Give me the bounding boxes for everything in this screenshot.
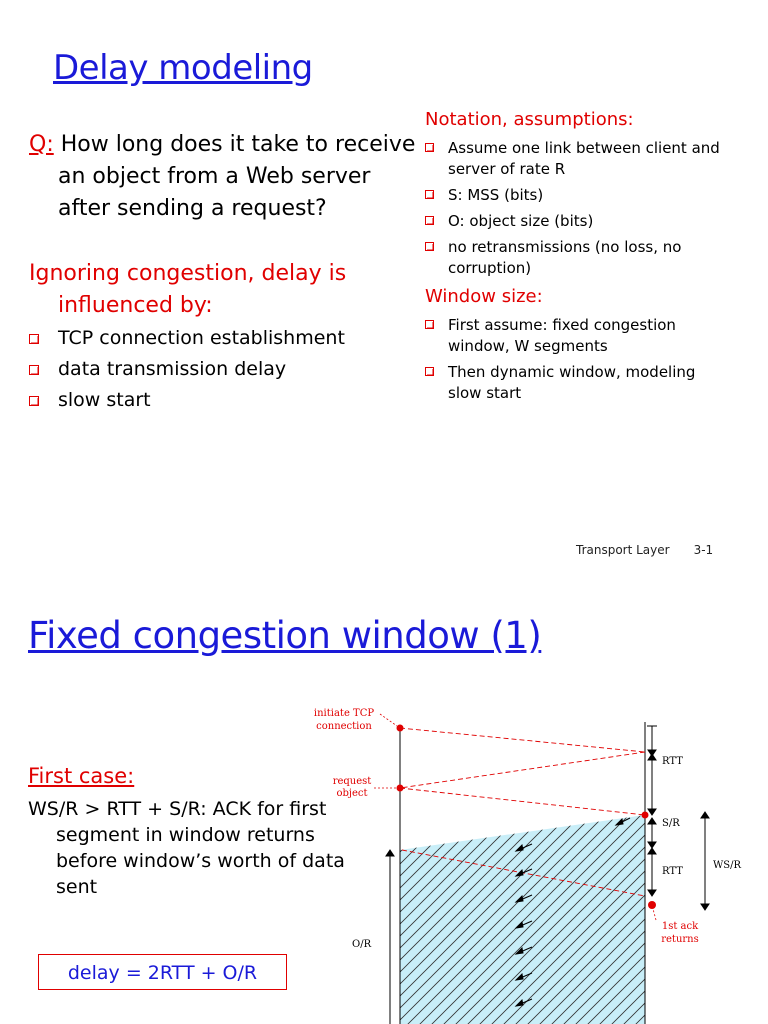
first-case-heading: First case: (28, 764, 135, 788)
delay-formula: delay = 2RTT + O/R (67, 962, 258, 984)
list-item (29, 354, 399, 385)
request-marker-icon (397, 785, 404, 792)
rtt-label-top: RTT (662, 756, 683, 767)
list-item (425, 138, 725, 180)
footer-label: Transport Layer (576, 543, 670, 557)
rtt-label-mid: RTT (662, 866, 683, 877)
checkbox-bullet-icon (29, 365, 39, 375)
list-item-label: slow start (58, 389, 151, 411)
question-label: Q: (29, 132, 54, 157)
window-size-list (425, 315, 725, 409)
list-item-label: First assume: fixed congestion window, W segments (448, 316, 676, 355)
slide2-title: Fixed congestion window (1) (28, 614, 542, 657)
first-ack-label-1: 1st ack (661, 921, 699, 932)
o-over-r-label: O/R (352, 939, 372, 950)
list-item (425, 237, 725, 279)
s-over-r-label: S/R (662, 818, 680, 829)
list-item-label: Assume one link between client and server of rate R (448, 139, 720, 178)
ws-over-r-label: WS/R (713, 860, 742, 871)
timing-diagram (300, 700, 760, 1024)
question-text: How long does it take to receive an object from a Web server after sending a request? (53, 132, 416, 221)
delay-factors-list (29, 323, 399, 416)
list-item (29, 323, 399, 354)
checkbox-bullet-icon (425, 143, 434, 152)
list-item-label: no retransmissions (no loss, no corruption) (448, 238, 682, 277)
list-item (425, 211, 725, 232)
list-item (425, 362, 725, 404)
initiate-label-1: initiate TCP (313, 708, 375, 719)
ignoring-congestion-text: Ignoring congestion, delay is influenced by: (29, 261, 347, 318)
list-item (425, 315, 725, 357)
list-item-label: TCP connection establishment (58, 327, 345, 349)
list-item (425, 185, 725, 206)
window-size-heading: Window size: (425, 286, 543, 307)
server-start-marker-icon (642, 812, 649, 819)
checkbox-bullet-icon (425, 320, 434, 329)
delay-formula-box (38, 954, 287, 990)
notation-list (425, 138, 725, 284)
request-label-1: request (332, 776, 372, 787)
checkbox-bullet-icon (425, 367, 434, 376)
checkbox-bullet-icon (425, 242, 434, 251)
checkbox-bullet-icon (425, 190, 434, 199)
slide-footer (576, 543, 713, 557)
initiate-label-2: connection (316, 721, 372, 732)
list-item-label: Then dynamic window, modeling slow start (448, 363, 696, 402)
question-paragraph (29, 129, 418, 225)
list-item-label: data transmission delay (58, 358, 287, 380)
first-ack-marker-icon (648, 901, 656, 909)
list-item (29, 385, 399, 416)
checkbox-bullet-icon (29, 334, 39, 344)
initiate-marker-icon (397, 725, 404, 732)
list-item-label: S: MSS (bits) (448, 186, 544, 204)
first-ack-label-2: returns (661, 934, 699, 945)
footer-page-number: 3-1 (693, 543, 714, 557)
slide1-title: Delay modeling (53, 48, 313, 88)
checkbox-bullet-icon (425, 216, 434, 225)
checkbox-bullet-icon (29, 396, 39, 406)
request-label-2: object (336, 788, 368, 799)
list-item-label: O: object size (bits) (448, 212, 594, 230)
first-case-condition: WS/R > RTT + S/R: ACK for first segment in window returns before window’s worth of data sent (28, 798, 345, 898)
notation-heading: Notation, assumptions: (425, 109, 634, 130)
